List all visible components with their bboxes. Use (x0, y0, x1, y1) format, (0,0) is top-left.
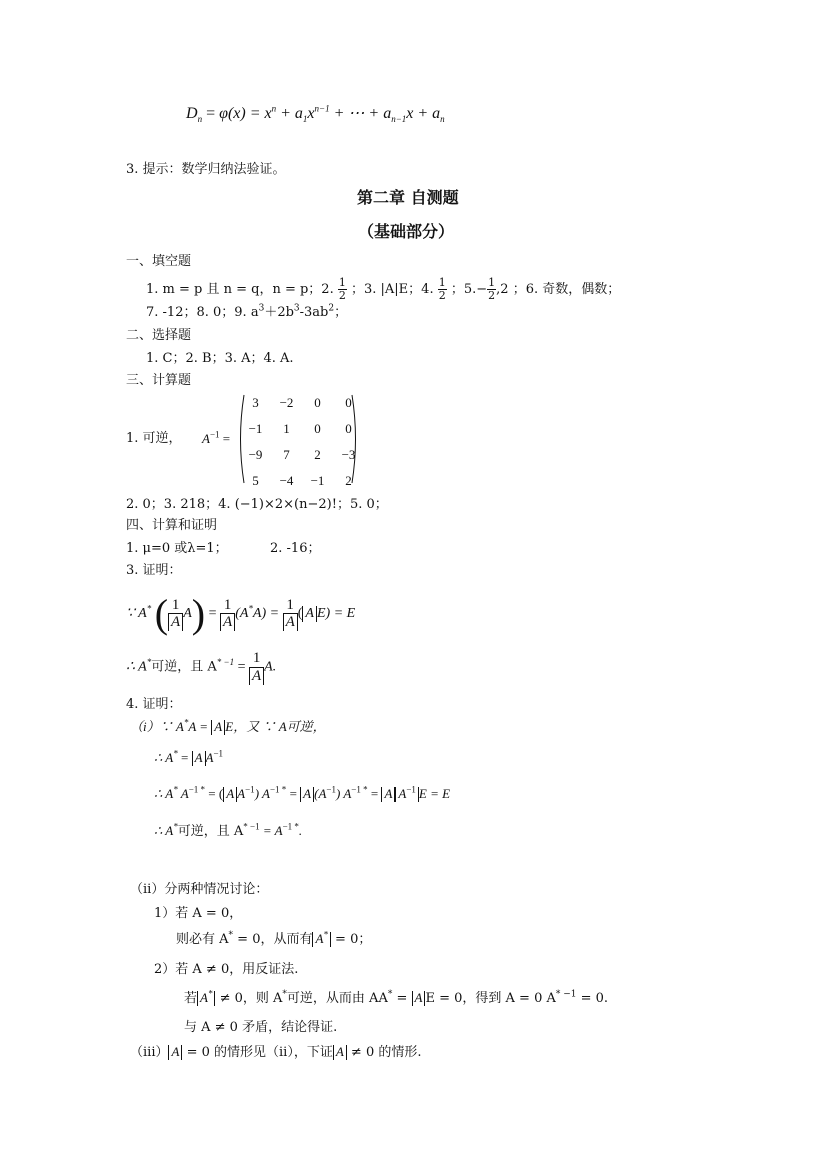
answer-text: 1. m = p 且 n = q，n = p；2. (146, 282, 334, 298)
eq-text: = (392, 991, 412, 1006)
answer-text: ,2 ；6. 奇数，偶数； (496, 282, 621, 298)
abs-a-star (197, 988, 215, 1006)
section-heading-proof: 四、计算和证明 (126, 518, 218, 533)
fraction (283, 597, 298, 632)
chapter-subtitle: （基础部分） (358, 222, 455, 241)
abs-a: A (211, 720, 225, 735)
choice-answers: 1. C；2. B；3. A；4. A. (146, 351, 294, 366)
proof-3-conclusion (126, 650, 276, 685)
abs-a: A (381, 787, 395, 802)
sup: * (207, 988, 213, 999)
matrix-name: A (202, 431, 210, 446)
formula-text: D (186, 105, 198, 122)
sup: 3 (293, 303, 300, 314)
sup: 3 (258, 303, 265, 314)
answer-text: ；3. |A|E；4. (351, 282, 434, 298)
matrix-cell: 2 (345, 473, 352, 488)
eq-text: 可逆，且 A (177, 824, 244, 839)
matrix-cell: −2 (279, 395, 294, 410)
fraction (220, 597, 235, 632)
eq-text: = 0； (330, 932, 372, 947)
eq-text: A (237, 786, 246, 801)
fraction (249, 650, 264, 685)
paren-left: ( (154, 591, 169, 636)
sup: * (323, 929, 328, 940)
answer-text: ；5.− (450, 282, 488, 298)
inverse-matrix (240, 390, 364, 494)
matrix-cell: −3 (341, 447, 356, 462)
fraction-num: 1 (220, 597, 235, 615)
proof-4-i-line2 (154, 750, 223, 766)
formula-sup: n−1 (314, 103, 330, 114)
eq-text: E) = E (316, 606, 356, 622)
eq-text: A (183, 606, 192, 622)
proof-3-equation (126, 590, 355, 638)
sup: 2 (328, 303, 335, 314)
eq-text: = ( (205, 786, 224, 801)
proof-4-i-line1 (130, 719, 326, 735)
eq-text: ) A (335, 786, 352, 801)
eq-text: A (398, 786, 407, 801)
eq-text: (A (235, 606, 249, 622)
answer-text: -3ab (299, 305, 329, 320)
abs-a: A (333, 1045, 347, 1060)
eq: = (219, 431, 231, 446)
eq-text: = (286, 786, 301, 801)
fraction (438, 277, 447, 302)
eq-text: 则必有 A (176, 932, 229, 947)
proof-4-ii-label: （ii）分两种情况讨论： (130, 882, 269, 897)
matrix-cell: −4 (279, 473, 294, 488)
fraction-num: 1 (249, 650, 264, 668)
sup: * −1 (216, 656, 235, 667)
abs-a: A (283, 614, 298, 631)
sup: * (146, 603, 152, 614)
proof-answer-2: 2. -16； (270, 541, 321, 556)
eq-text: ∴ A (154, 786, 174, 801)
calc-q1-label: 1. 可逆， (126, 431, 182, 446)
matrix-cell: 2 (314, 447, 321, 462)
eq-text: ≠ 0 的情形. (346, 1045, 422, 1060)
abs-a-star (312, 929, 330, 947)
sup: * (173, 748, 178, 759)
paren-right: ) (191, 591, 206, 636)
eq-text: A) = (252, 606, 283, 622)
proof-4-label: 4. 证明： (126, 697, 182, 712)
abs-a: A (220, 614, 235, 631)
inverse-lhs (202, 431, 230, 447)
fraction-num: 1 (168, 597, 183, 615)
answer-text: ； (334, 305, 348, 320)
sup: * −1 (243, 821, 260, 832)
fraction-num: 1 (438, 276, 446, 289)
matrix-cell: 5 (252, 473, 259, 488)
hint-3: 3. 提示：数学归纳法验证。 (126, 162, 286, 177)
eq-text: . (298, 823, 303, 838)
fraction-num: 1 (488, 276, 496, 289)
eq-text: = 0，从而有 (233, 932, 313, 947)
formula-text: = (202, 105, 220, 122)
eq-text: = 0. (576, 991, 609, 1006)
formula-text: = x (245, 105, 272, 122)
sup: −1 (209, 429, 220, 440)
eq-text: = (205, 606, 221, 622)
sup: * (228, 930, 234, 941)
abs-a: A (302, 606, 317, 622)
sup: −1 (326, 784, 336, 795)
eq-text: = (177, 750, 192, 765)
fraction (168, 597, 183, 632)
abs-a: A (168, 1045, 182, 1060)
sup: −1 * (351, 784, 368, 795)
proof-4-i-line4 (154, 823, 302, 840)
matrix-cell: −9 (248, 447, 263, 462)
sup: * −1 (555, 989, 577, 1000)
fraction-den: 2 (488, 289, 496, 303)
sup: * (146, 656, 152, 667)
eq-text: 若 (184, 991, 198, 1006)
eq-text: A = (188, 719, 212, 734)
formula-dn (186, 104, 445, 123)
matrix-cell: −1 (248, 421, 263, 436)
eq-text: ∴ A (154, 750, 174, 765)
sup: * (282, 989, 287, 1000)
matrix-cell: 0 (314, 395, 321, 410)
matrix-paren-right (350, 393, 360, 485)
formula-text: φ(x) (219, 105, 246, 122)
eq-text: （i）∵ A (130, 719, 184, 734)
eq-text: = (367, 786, 382, 801)
eq-text: ∵ A (126, 606, 147, 622)
matrix-cell: 0 (314, 421, 321, 436)
formula-sub: 1 (302, 114, 308, 125)
eq-text: = A (259, 823, 283, 838)
fraction-den: 2 (438, 289, 446, 303)
proof-4-ii-case2: 2）若 A ≠ 0，用反证法. (154, 962, 299, 977)
sup: * (387, 989, 393, 1000)
formula-sup: n (271, 103, 277, 114)
abs-a: A (412, 991, 426, 1006)
proof-3-label: 3. 证明： (126, 563, 182, 578)
formula-text: x (307, 105, 315, 122)
fraction-num: 1 (338, 276, 346, 289)
calc-answers-rest: 2. 0；3. 218；4. (−1)×2×(n−2)!；5. 0； (126, 497, 388, 512)
sup: −1 (245, 784, 255, 795)
proof-4-ii-case1-detail (176, 929, 372, 948)
proof-answer-1: 1. μ=0 或λ=1； (126, 541, 228, 556)
section-heading-choice: 二、选择题 (126, 328, 192, 343)
formula-sub: n−1 (391, 114, 407, 125)
answer-text: 7. -12；8. 0；9. a (146, 305, 259, 320)
eq-text: = 0 的情形见（ii），下证 (182, 1045, 333, 1060)
abs-a: A (300, 787, 314, 802)
eq-text: E = 0，得到 A = 0 A (425, 991, 556, 1006)
fraction-num: 1 (283, 597, 298, 615)
matrix-cell: 7 (283, 447, 290, 462)
answer-text: ＋2b (264, 305, 294, 320)
matrix-cell: 3 (252, 395, 259, 410)
proof-4-ii-conclusion: 与 A ≠ 0 矛盾，结论得证. (184, 1020, 338, 1035)
chapter-title: 第二章 自测题 (357, 188, 459, 207)
eq-text: ∴ A (154, 823, 174, 838)
proof-4-ii-case2-detail (184, 988, 609, 1007)
eq-text: ∴ A (126, 659, 147, 675)
fill-answers-line2 (146, 305, 347, 321)
eq-text: A (177, 786, 189, 801)
sup: * (173, 821, 178, 832)
proof-4-i-line3 (154, 786, 450, 802)
eq-text: 可逆，且 A (151, 659, 217, 675)
fill-answers-line1 (146, 277, 620, 302)
formula-sub: n (440, 114, 445, 125)
eq-text: A (315, 931, 324, 946)
paren: ( (297, 606, 303, 622)
proof-4-ii-case1: 1）若 A = 0， (154, 906, 243, 921)
eq-text: (A (314, 786, 327, 801)
formula-text: x + a (406, 105, 441, 122)
proof-4-iii (130, 1045, 421, 1061)
sup: * (173, 784, 178, 795)
eq-text: 可逆，从而由 AA (286, 991, 388, 1006)
abs-a: A (168, 614, 183, 631)
eq-text: A (200, 990, 208, 1005)
sup: −1 * (269, 784, 287, 795)
sup: −1 * (188, 784, 206, 795)
abs-a-inv (395, 784, 419, 802)
eq-text: A (205, 750, 214, 765)
eq-text: E = E (418, 786, 451, 801)
formula-text: + ⋯ + a (329, 105, 392, 122)
matrix-cell: −1 (310, 473, 325, 488)
eq-text: = (234, 659, 249, 675)
matrix-cell: 0 (345, 421, 352, 436)
formula-sub: n (197, 114, 203, 125)
fraction (487, 277, 496, 302)
sup: −1 (213, 748, 224, 759)
sup: * (248, 603, 253, 614)
fraction (338, 277, 347, 302)
abs-a: A (223, 787, 237, 802)
section-heading-fill: 一、填空题 (126, 254, 192, 269)
eq-text: （iii） (130, 1045, 169, 1060)
section-heading-calc: 三、计算题 (126, 373, 192, 388)
sup: * (183, 717, 189, 728)
sup: −1 * (282, 821, 299, 832)
eq-text: A. (264, 659, 277, 675)
abs-a: A (249, 668, 264, 685)
eq-text: ≠ 0，则 A (215, 991, 283, 1006)
fraction-den: 2 (338, 289, 346, 303)
formula-text: + a (276, 105, 303, 122)
eq-text: ) A (254, 786, 270, 801)
matrix-cell: 0 (345, 395, 352, 410)
matrix-cell: 1 (283, 421, 290, 436)
eq-text: E，又 ∵ A可逆， (225, 719, 326, 734)
abs-a: A (192, 751, 206, 766)
sup: −1 (406, 784, 416, 795)
